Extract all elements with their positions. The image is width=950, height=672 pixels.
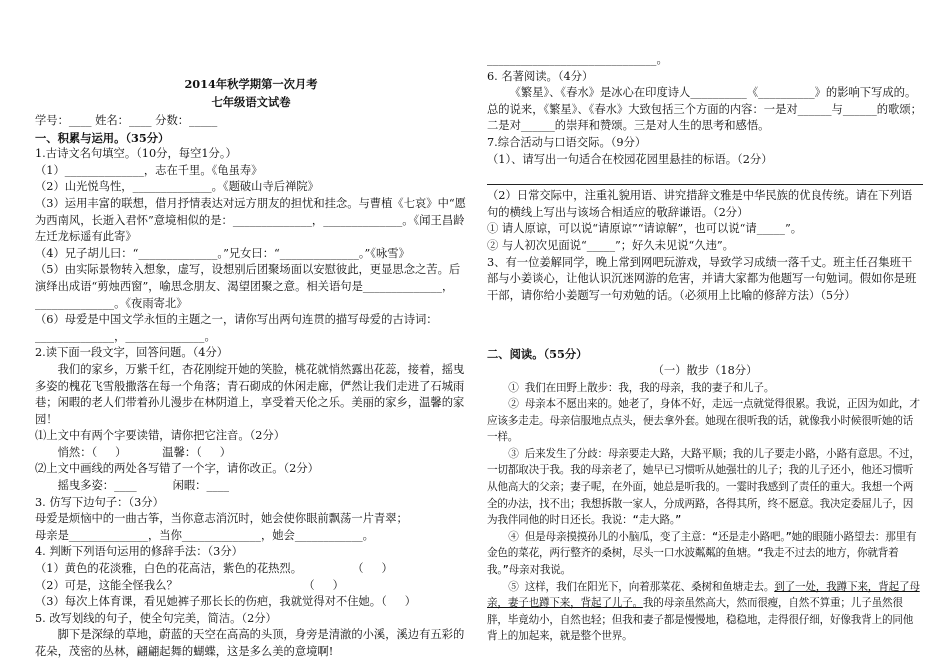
q7-2-a: ① 请人原谅，可以说“请原谅”“请谅解”，也可以说“请_____”。 [487, 222, 803, 236]
q1-3: （3）运用丰富的联想，借月抒情表达对远方朋友的担忧和挂念。与曹植《七哀》中“愿为西南风，长逝入君怀”意境相似的是：______________，______________。《闻王昌龄左迁龙标遥有此寄》 [35, 196, 466, 244]
q5-passage: 脚下是深绿的草地，蔚蓝的天空在高高的头顶，身旁是清澈的小溪，溪边有五彩的花朵，茂密的丛林，翩翩起舞的蝴蝶，这是多么美的意境啊! [35, 628, 465, 658]
q7-heading: 7.综合活动与口语交际。（9分） [487, 135, 647, 149]
q1-heading: 1.古诗文名句填空。（10分，每空1分。） [35, 147, 237, 161]
section-1-heading: 一、积累与运用。（35分） [35, 130, 170, 145]
q4-3: （3）每次上体育课，看见她裤子那长长的伤疤，我就觉得对不住她。（ ） [35, 595, 416, 609]
q5-heading: 5. 改写划线的句子，使全句完美，简洁。（2分） [35, 611, 277, 625]
story-para-5-end: 我的母亲虽然高大，然而很瘦，自然不算重；儿子虽然很胖，毕竟幼小，自然也轻；但我和妻子都是慢慢地，稳稳地，走得很仔细，好像我背上的同他背上的加起来，就是整个世界。 [487, 597, 914, 643]
q1-2: （2）山光悦鸟性，______________。《题破山寺后禅院》 [35, 180, 319, 194]
exam-title: 2014年秋学期第一次月考 [184, 77, 318, 91]
q2-2-answer: 摇曳多姿：____ 闲暇：____ [57, 479, 230, 493]
q3-blank: 母亲是______________，当你______________，她会____________。 [35, 528, 374, 542]
q7-1-answer-line [487, 170, 923, 185]
q2-1: ⑴上文中有两个字要读错，请你把它注音。（2分） [35, 429, 286, 443]
q4-1: （1）黄色的花淡雅，白色的花高洁，紫色的花热烈。 （ ） [35, 562, 393, 576]
q2-passage: 我们的家乡，万紫千红，杏花刚绽开她的笑脸，桃花就悄然露出花蕊，接着，摇曳多姿的槐花飞雪般撒落在每一个角落；青石砌成的休闲走廊，俨然让我们走进了石城雨巷；闲暇的老人们带着孙儿漫步在林阴道上，享受着天伦之乐。美丽的家乡，温馨的家园！ [35, 362, 465, 426]
exam-subtitle: 七年级语文试卷 [211, 95, 291, 109]
q1-6: （6）母爱是中国文学永恒的主题之一，请你写出两句连贯的描写母爱的古诗词： [35, 313, 438, 327]
story-para-5-start: ⑤ 这样，我们在阳光下，向着那菜花、桑树和鱼塘走去。 [508, 580, 775, 593]
q2-2: ⑵上文中画线的两处各写错了一个字，请你改正。（2分） [35, 462, 319, 476]
student-info: 学号：____ 姓名：____ 分数：_____ [35, 114, 218, 127]
story-para-2: ② 母亲本不愿出来的。她老了，身体不好，走远一点就觉得很累。我说，正因为如此，才应该多走走。母亲信服地点点头，便去拿外套。她现在很听我的话，就像我小时候很听她的话一样。 [487, 398, 920, 444]
story-underlined-sentence: 到了一处，我蹲下来，背起了母亲，妻子也蹲下来，背起了儿子。 [487, 580, 920, 610]
q3-heading: 3. 仿写下边句子：（3分） [35, 495, 164, 509]
q4-heading: 4. 判断下列语句运用的修辞手法：（3分） [35, 545, 243, 559]
section-2-heading: 二、阅读。（55分） [487, 347, 588, 362]
q7-3: 3、有一位姜解同学，晚上常到网吧玩游戏，导致学习成绩一落千丈。班主任召集班干部与小姜谈心，让他认识沉迷网游的危害，并请大家都为他题写一句勉词。假如你是班干部，请你给小姜题写一句劝勉的话。（必须用上比喻的修辞方法）（5分） [487, 255, 917, 302]
q5-answer-blank: ______________________________。 [487, 53, 668, 66]
q6-passage: 《繁星》、《春水》是冰心在印度诗人__________《__________》的影响下写成的。总的说来，《繁星》、《春水》大致包括三个方面的内容：一是对______与______的歌颂；二是对______的崇拜和赞颂。三是对人生的思考和感悟。 [487, 86, 922, 133]
q2-1-answer: 悄然：（ ） 温馨：（ ） [57, 445, 232, 459]
q7-2-b: ② 与人初次见面说“_____”；好久未见说“久违”。 [487, 238, 734, 252]
q1-5: （5）由实际景物转入想象，虚写，设想别后团聚场面以安慰彼此，更显思念之苦。后演绎出成语“剪烛西窗”，喻思念朋友、渴望团聚之意。相关语句是______________，______________。《夜雨寄北》 [35, 263, 461, 310]
story-para-4: ④ 但是母亲摸摸孙儿的小脑瓜，变了主意：“还是走小路吧。”她的眼随小路望去：那里有金色的菜花，两行整齐的桑树，尽头一口水波粼粼的鱼塘。“我走不过去的地方，你就背着我。”母亲对我说。 [487, 530, 917, 577]
story-para-1: ① 我们在田野上散步：我，我的母亲，我的妻子和儿子。 [508, 381, 775, 394]
q6-heading: 6. 名著阅读。（4分） [487, 69, 594, 83]
q3-example: 母爱是烦恼中的一曲古筝，当你意志消沉时，她会使你眼前飘荡一片青翠； [35, 512, 408, 526]
left-column [35, 0, 467, 658]
q1-1: （1）______________，志在千里。《龟虽寿》 [35, 163, 263, 177]
story-para-5 [487, 579, 923, 645]
q2-heading: 2.读下面一段文字，回答问题。（4分） [35, 346, 229, 360]
q1-4: （4）兄子胡儿曰：“______________。”兄女曰：“______________。”《咏雪》 [35, 246, 410, 260]
story-para-3: ③ 后来发生了分歧：母亲要走大路，大路平顺；我的儿子要走小路，小路有意思。不过，一切都取决于我。我的母亲老了，她早已习惯听从她强壮的儿子；我的儿子还小，他还习惯听从他高大的父亲；妻子呢，在外面，她总是听我的。一霎时我感到了责任的重大。我想一个两全的办法，找不出；我想拆散一家人，分成两路，各得其所，终不愿意。我决定委屈儿子，因为我伴同他的时日还长。我说：“走大路。” [487, 447, 920, 527]
q1-6-blank: ______________，______________。 [35, 329, 216, 343]
reading-1-title: （一）散步（18分） [652, 363, 758, 377]
q4-2: （2）可是，这能全怪我么？ （ ） [35, 578, 344, 592]
q7-1: （1）、请写出一句适合在校园花园里悬挂的标语。（2分） [487, 152, 773, 166]
q7-2: （2）日常交际中，注重礼貌用语、讲究措辞文雅是中华民族的优良传统。请在下列语句的横线上写出与该场合相适应的敬辞谦语。（2分） [487, 189, 913, 219]
